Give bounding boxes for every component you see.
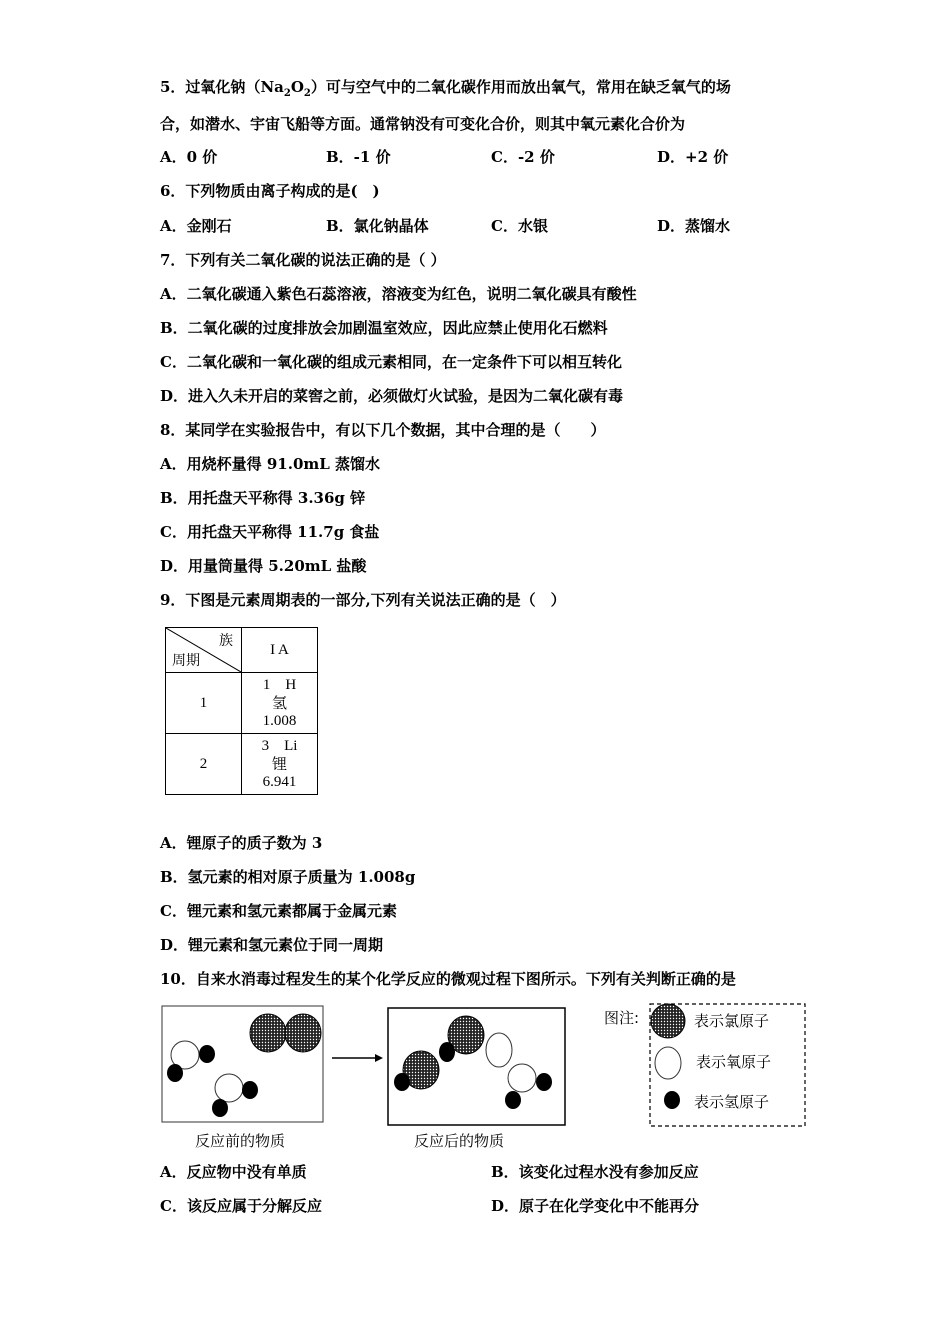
q5-stem-line2: 合，如潜水、宇宙飞船等方面。通常钠没有可变化合价，则其中氧元素化合价为 — [160, 115, 686, 133]
header-group-ia: I A — [242, 628, 318, 673]
arrow-icon — [332, 1054, 383, 1062]
legend-oxygen: 表示氧原子 — [696, 1053, 772, 1071]
element-h-symbol: 1 H — [262, 677, 297, 693]
legend-title: 图注: — [604, 1009, 640, 1027]
hydrogen-atom — [536, 1073, 552, 1091]
chlorine-atom — [250, 1014, 286, 1052]
q5-option-b[interactable]: B．-1 价 — [326, 148, 391, 166]
before-molecules — [167, 1014, 321, 1117]
q9-option-c[interactable]: C．锂元素和氢元素都属于金属元素 — [160, 902, 397, 920]
hydrogen-atom — [505, 1091, 521, 1109]
element-li-name: 锂 — [271, 755, 287, 773]
q5-sub2: 2 — [303, 88, 311, 99]
q8-stem: 8．某同学在实验报告中，有以下几个数据，其中合理的是（ ） — [160, 421, 606, 439]
legend-chlorine: 表示氯原子 — [694, 1012, 770, 1030]
q5-option-d[interactable]: D．+2 价 — [657, 148, 729, 166]
oxygen-atom — [486, 1033, 512, 1067]
q5-text-a: 5．过氧化钠（Na — [160, 78, 284, 96]
q10-option-b[interactable]: B．该变化过程水没有参加反应 — [491, 1163, 699, 1181]
q6-option-b[interactable]: B．氯化钠晶体 — [326, 217, 429, 235]
q5-text-b: O — [290, 78, 304, 96]
hydrogen-atom — [242, 1081, 258, 1099]
hydrogen-atom — [212, 1099, 228, 1117]
element-li-mass: 6.941 — [262, 774, 297, 790]
q10-option-a[interactable]: A．反应物中没有单质 — [160, 1163, 307, 1181]
q7-stem: 7．下列有关二氧化碳的说法正确的是（ ） — [160, 251, 446, 269]
q5-text-c: ）可与空气中的二氧化碳作用而放出氧气，常用在缺乏氧气的场 — [310, 78, 731, 96]
q9-option-d[interactable]: D．锂元素和氢元素位于同一周期 — [160, 936, 384, 954]
oxygen-atom — [508, 1064, 536, 1092]
q8-option-d[interactable]: D．用量筒量得 5.20mL 盐酸 — [160, 557, 367, 575]
q8-option-a[interactable]: A．用烧杯量得 91.0mL 蒸馏水 — [160, 455, 381, 473]
element-h-mass: 1.008 — [262, 713, 297, 729]
oxygen-atom — [215, 1074, 243, 1102]
q10-option-d[interactable]: D．原子在化学变化中不能再分 — [491, 1197, 700, 1215]
q9-option-b[interactable]: B．氢元素的相对原子质量为 1.008g — [160, 868, 416, 886]
q6-stem: 6．下列物质由离子构成的是( ) — [160, 182, 380, 200]
q7-option-a[interactable]: A．二氧化碳通入紫色石蕊溶液，溶液变为红色，说明二氧化碳具有酸性 — [160, 285, 637, 303]
q9-stem: 9．下图是元素周期表的一部分,下列有关说法正确的是（ ） — [160, 591, 566, 609]
header-period: 周期 — [172, 653, 200, 669]
q6-option-c[interactable]: C．水银 — [491, 217, 548, 235]
q6-option-a[interactable]: A．金刚石 — [160, 217, 232, 235]
legend-chlorine-icon — [651, 1004, 685, 1038]
q10-option-c[interactable]: C．该反应属于分解反应 — [160, 1197, 322, 1215]
q5-option-a[interactable]: A．0 价 — [160, 148, 218, 166]
q10-stem: 10．自来水消毒过程发生的某个化学反应的微观过程下图所示。下列有关判断正确的是 — [160, 970, 736, 988]
legend-hydrogen: 表示氢原子 — [694, 1093, 770, 1111]
before-label: 反应前的物质 — [195, 1132, 286, 1150]
q7-option-d[interactable]: D．进入久未开启的菜窖之前，必须做灯火试验，是因为二氧化碳有毒 — [160, 387, 624, 405]
element-h-name: 氢 — [271, 694, 287, 712]
period-2: 2 — [166, 734, 242, 795]
hydrogen-atom — [439, 1042, 455, 1062]
q7-option-c[interactable]: C．二氧化碳和一氧化碳的组成元素相同，在一定条件下可以相互转化 — [160, 353, 622, 371]
after-label: 反应后的物质 — [414, 1132, 505, 1150]
q9-option-a[interactable]: A．锂原子的质子数为 3 — [160, 834, 323, 852]
after-molecules — [394, 1016, 552, 1109]
q6-option-d[interactable]: D．蒸馏水 — [657, 217, 731, 235]
hydrogen-atom — [199, 1045, 215, 1063]
period-1: 1 — [166, 673, 242, 734]
q5-option-c[interactable]: C．-2 价 — [491, 148, 555, 166]
legend-hydrogen-icon — [664, 1091, 680, 1109]
header-group: 族 — [219, 633, 233, 649]
hydrogen-atom — [394, 1073, 410, 1091]
hydrogen-atom — [167, 1064, 183, 1082]
legend-oxygen-icon — [655, 1047, 681, 1079]
q8-option-b[interactable]: B．用托盘天平称得 3.36g 锌 — [160, 489, 366, 507]
q8-option-c[interactable]: C．用托盘天平称得 11.7g 食盐 — [160, 523, 380, 541]
chlorine-atom — [285, 1014, 321, 1052]
q5-sub1: 2 — [283, 88, 291, 99]
q7-option-b[interactable]: B．二氧化碳的过度排放会加剧温室效应，因此应禁止使用化石燃料 — [160, 319, 608, 337]
element-li-symbol: 3 Li — [261, 738, 298, 754]
